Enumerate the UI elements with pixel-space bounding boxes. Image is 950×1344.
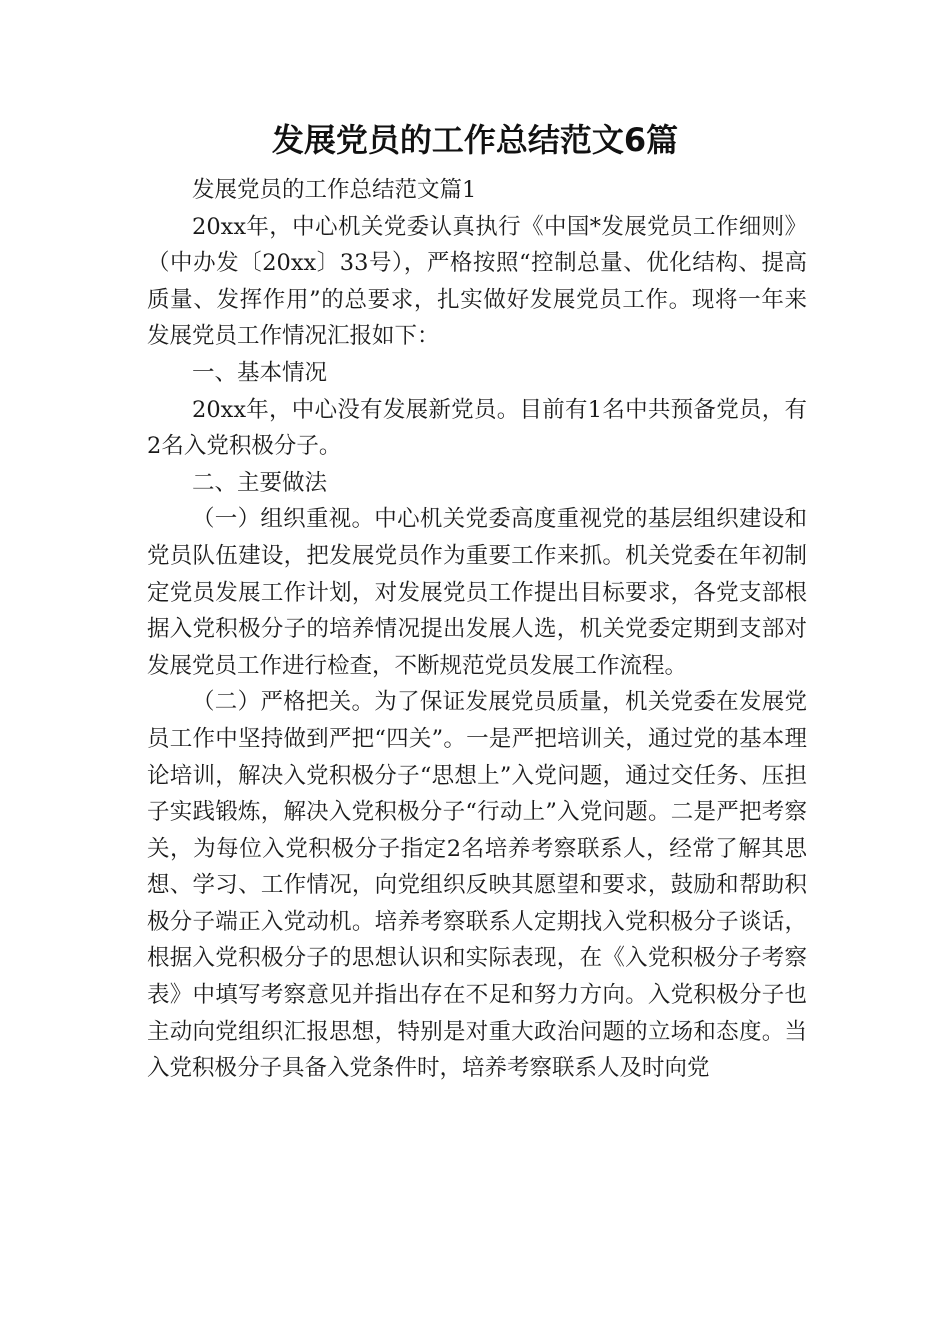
document-body	[147, 172, 807, 1087]
section-heading: 发展党员的工作总结范文篇1	[192, 177, 477, 203]
paragraph-basic-situation: 20xx年，中心没有发展新党员。目前有1名中共预备党员，有2名入党积极分子。	[147, 396, 807, 460]
section-heading: 一、基本情况	[192, 359, 328, 386]
paragraph-intro: 20xx年，中心机关党委认真执行《中国*发展党员工作细则》（中办发〔20xx〕33号），严格按照“控制总量、优化结构、提高质量、发挥作用”的总要求，扎实做好发展党员工作。现将一年来发展党员工作情况汇报如下：	[147, 213, 807, 350]
document-title: 发展党员的工作总结范文6篇	[271, 121, 679, 159]
paragraph-strict-control: （二）严格把关。为了保证发展党员质量，机关党委在发展党员工作中坚持做到严把“四关”。一是严把培训关，通过党的基本理论培训，解决入党积极分子“思想上”入党问题，通过交任务、压担子实践锻炼，解决入党积极分子“行动上”入党问题。二是严把考察关，为每位入党积极分子指定2名培养考察联系人，经常了解其思想、学习、工作情况，向党组织反映其愿望和要求，鼓励和帮助积极分子端正入党动机。培养考察联系人定期找入党积极分子谈话，根据入党积极分子的思想认识和实际表现，在《入党积极分子考察表》中填写考察意见并指出存在不足和努力方向。入党积极分子也主动向党组织汇报思想，特别是对重大政治问题的立场和态度。当入党积极分子具备入党条件时，培养考察联系人及时向党	[147, 689, 807, 1082]
section-heading: 二、主要做法	[192, 469, 328, 496]
paragraph-organization: （一）组织重视。中心机关党委高度重视党的基层组织建设和党员队伍建设，把发展党员作为重要工作来抓。机关党委在年初制定党员发展工作计划，对发展党员工作提出目标要求，各党支部根据入党积极分子的培养情况提出发展人选，机关党委定期到支部对发展党员工作进行检查，不断规范党员发展工作流程。	[147, 506, 807, 679]
